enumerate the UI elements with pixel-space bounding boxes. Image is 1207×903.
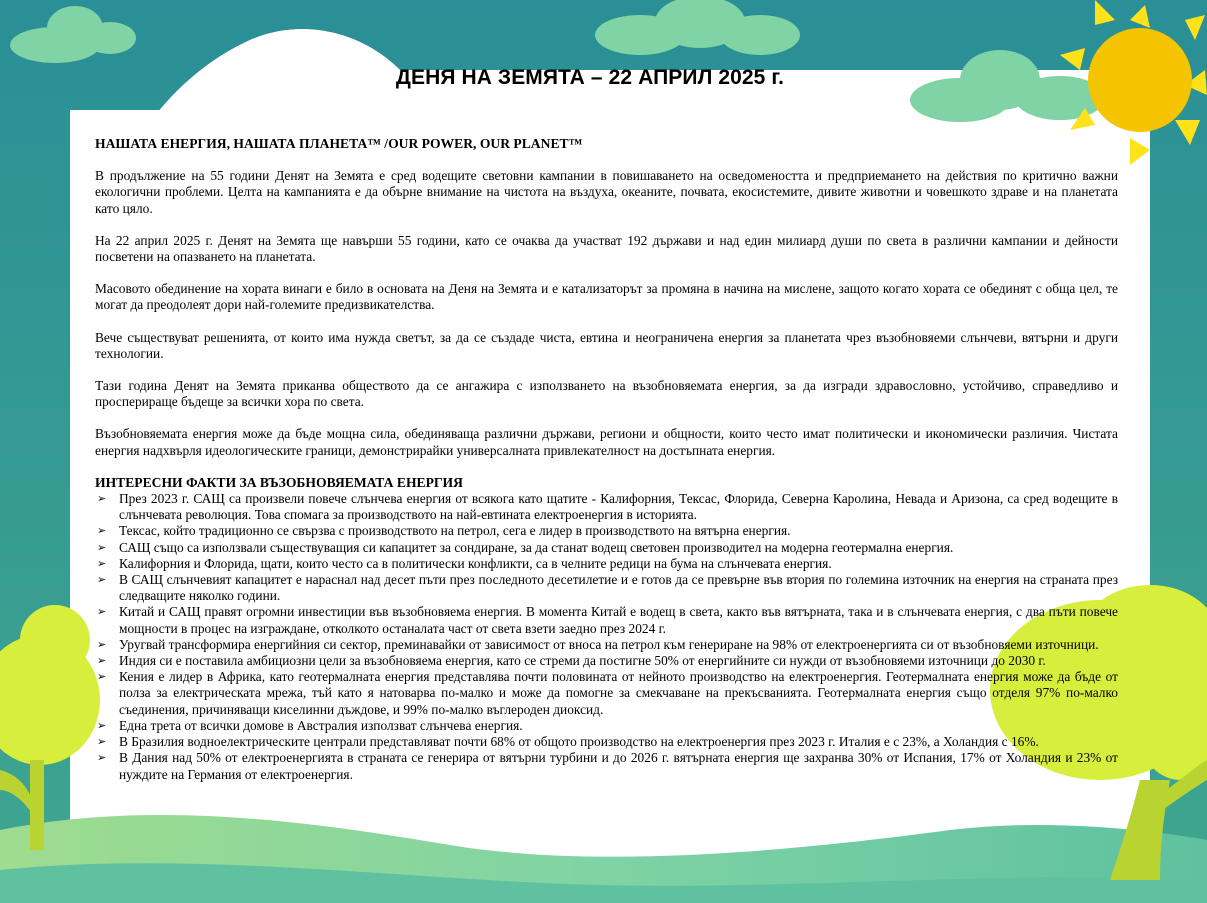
list-item: ➢ Тексас, който традиционно се свързва с производството на петрол, сега е лидер в производството на вятърна енергия. <box>97 523 791 539</box>
list-item: ➢ САЩ също са използвали съществуващия си капацитет за сондиране, за да станат водещ световен производител на модерна геотермална енергия. <box>97 539 954 555</box>
list-item: ➢ Индия си е поставила амбициозни цели за възобновяема енергия, като се стреми да постигне 50% от енергийните си нужди от възобновяеми източници до 2030 г. <box>97 653 1046 669</box>
document-body <box>95 136 1118 783</box>
page-title: ДЕНЯ НА ЗЕМЯТА – 22 АПРИЛ 2025 г. <box>395 66 785 89</box>
arrow-bullet-icon: ➢ <box>97 573 107 587</box>
list-item: ➢ Кения е лидер в Африка, като геотермалната енергия представлява почти половината от нейното производство на електроенергия. Геотермалната енергия може да бъде от полза за електрическата мрежа, тъй като я натоварва по-малко и може да помогне за смекчаване на прекъсванията. Геотермалната енергия също отделя 97% по-малко съединения, причиняващи киселинни дъждове, и 99% по-малко въглероден диоксид. <box>97 669 1118 717</box>
paragraph-solutions: Вече съществуват решенията, от които има нужда светът, за да се създаде чиста, евтина и неограничена енергия за планетата чрез възобновяеми слънчеви, вятърни и други технологии. <box>95 329 1118 361</box>
arrow-bullet-icon: ➢ <box>97 605 107 619</box>
section-heading-facts: ИНТЕРЕСНИ ФАКТИ ЗА ВЪЗОБНОВЯЕМАТА ЕНЕРГИЯ <box>95 474 463 490</box>
paragraph-unity: Масовото обединение на хората винаги е било в основата на Деня на Земята и е катализаторът за промяна в начина на мислене, защото когато хората се обединят с обща цел, те могат да преодолеят дори най-големите предизвикателства. <box>95 281 1118 313</box>
arrow-bullet-icon: ➢ <box>97 637 107 651</box>
list-item: ➢ Уругвай трансформира енергийния си сектор, преминавайки от зависимост от вноса на петрол към генериране на 98% от електроенергията си от възобновяеми източници. <box>97 636 1099 652</box>
arrow-bullet-icon: ➢ <box>97 670 107 684</box>
list-item: ➢ В Дания над 50% от електроенергията в страната се генерира от вятърни турбини и до 2026 г. вятърната енергия ще захранва 30% от Испания, 17% от Холандия и 23% от нуждите на Германия от електроенергия. <box>97 750 1118 782</box>
arrow-bullet-icon: ➢ <box>97 751 107 765</box>
arrow-bullet-icon: ➢ <box>97 556 107 570</box>
arrow-bullet-icon: ➢ <box>97 524 107 538</box>
paragraph-invitation: Тази година Денят на Земята приканва обществото да се ангажира с използването на възобновяемата енергия, за да изгради здравословно, устойчиво, справедливо и просперираще бъдеще за всички хора по света. <box>95 378 1118 410</box>
list-item: ➢ Китай и САЩ правят огромни инвестиции във възобновяема енергия. В момента Китай е водещ в света, както във вятърната, така и в слънчевата енергия, с два пъти повече мощности в процес на изграждане, отколкото останалата част от света взети заедно през 2024 г. <box>97 604 1118 636</box>
list-item: ➢ Калифорния и Флорида, щати, които често са в политически конфликти, са в челните редици на бума на слънчевата енергия. <box>97 555 832 571</box>
facts-list <box>95 491 1118 783</box>
list-item: ➢ Една трета от всички домове в Австралия използват слънчева енергия. <box>97 717 523 733</box>
arrow-bullet-icon: ➢ <box>97 718 107 732</box>
arrow-bullet-icon: ➢ <box>97 540 107 554</box>
paragraph-campaign: В продължение на 55 години Денят на Земята е сред водещите световни кампании в повишаването на осведомеността и предприемането на действия по критично важни екологични проблеми. Целта на кампанията е да обърне внимание на чистота на въздуха, океаните, почвата, екосистемите, дивите животни и човешкото здраве и на планетата като цяло. <box>95 168 1118 216</box>
arrow-bullet-icon: ➢ <box>97 735 107 749</box>
section-heading-our-power: НАШАТА ЕНЕРГИЯ, НАШАТА ПЛАНЕТА™ /OUR POWER, OUR PLANET™ <box>95 136 583 151</box>
list-item: ➢ В САЩ слънчевият капацитет е нараснал над десет пъти през последното десетилетие и е готов да се превърне във втория по големина източник на енергия на страната през следващите няколко години. <box>97 572 1118 604</box>
paragraph-renewable-power: Възобновяемата енергия може да бъде мощна сила, обединяваща различни държави, региони и общности, които често имат политически и икономически различия. Чистата енергия надхвърля идеологическите граници, демонстрирайки универсалната привлекателност на достъпната енергия. <box>95 426 1118 458</box>
list-item: ➢ През 2023 г. САЩ са произвели повече слънчева енергия от всякога като щатите - Калифорния, Тексас, Флорида, Северна Каролина, Невада и Аризона, са сред водещите в слънчевата революция. Това спомага за производството на най-евтината електроенергия в историята. <box>97 491 1118 523</box>
arrow-bullet-icon: ➢ <box>97 654 107 668</box>
paragraph-anniversary: На 22 април 2025 г. Денят на Земята ще навърши 55 години, като се очаква да участват 192 държави и над един милиард души по света в различни кампании и дейности посветени на опазването на планетата. <box>95 232 1118 265</box>
list-item: ➢ В Бразилия водноелектрическите централи представляват почти 68% от общото производство на електроенергия през 2023 г. Италия е с 23%, а Холандия с 16%. <box>97 734 1039 750</box>
arrow-bullet-icon: ➢ <box>97 492 107 506</box>
